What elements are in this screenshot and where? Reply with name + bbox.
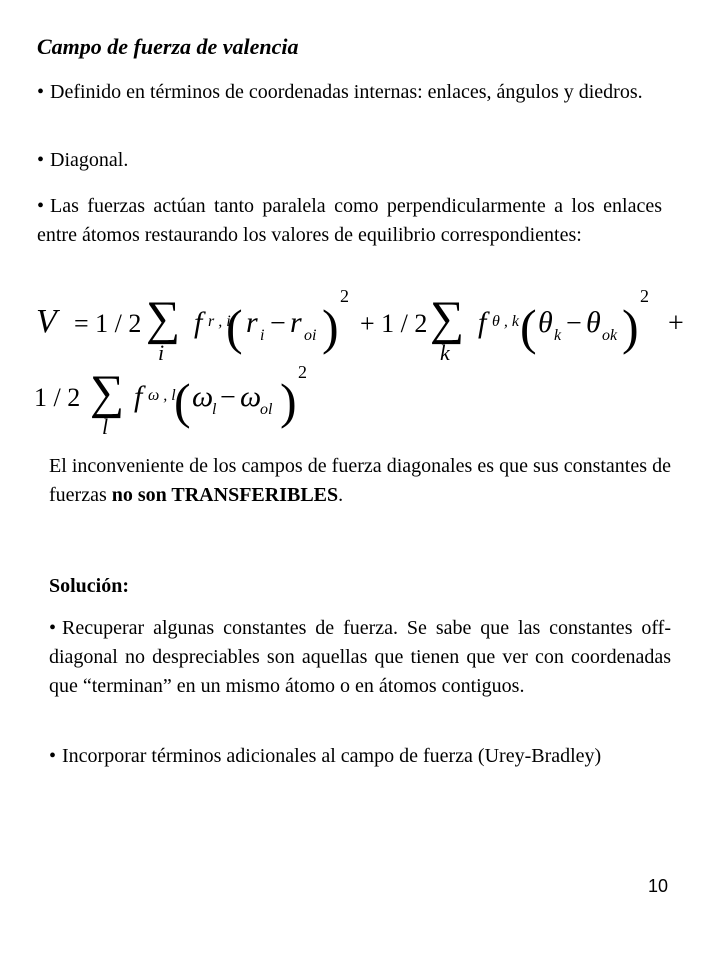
r-symbol: r	[246, 306, 258, 339]
solution-heading: Solución:	[49, 575, 130, 597]
r-subscript: i	[260, 327, 265, 344]
lparen: (	[174, 373, 191, 429]
bullet-text: Diagonal.	[50, 149, 129, 171]
rparen: )	[622, 299, 639, 355]
bullet-diagonal	[37, 146, 662, 175]
bullet-marker: •	[49, 617, 57, 639]
potential-energy-formula	[28, 286, 700, 446]
omega0-subscript: ol	[260, 401, 273, 418]
bullet-marker: •	[37, 81, 45, 103]
plus-sign: +	[668, 308, 684, 339]
square-exp: 2	[298, 362, 307, 382]
f-subscript-ri: r , i	[208, 313, 231, 330]
theta0-symbol: θ	[586, 306, 601, 339]
minus: −	[566, 308, 582, 339]
sum-index-i: i	[158, 340, 165, 365]
square-exp: 2	[640, 286, 649, 306]
bullet-text: Recuperar algunas constantes de fuerza. Se sabe que las constantes off-diagonal no despreciables son aquellas que tienen que ver con coordenadas que “terminan” en un mismo átomo o en átomos contiguos.	[49, 617, 671, 697]
f-subscript-thetak: θ , k	[492, 313, 519, 330]
omega0-symbol: ω	[240, 380, 262, 413]
theta-subscript: k	[554, 327, 562, 344]
f-symbol: f	[194, 306, 203, 339]
bullet-forces	[37, 192, 662, 250]
formula-half: 1 / 2	[34, 383, 81, 412]
minus: −	[270, 308, 286, 339]
bullet-marker: •	[37, 195, 45, 217]
solution-item-incorporate	[49, 742, 671, 771]
f-symbol: f	[478, 306, 487, 339]
formula-equals-half: = 1 / 2	[74, 309, 142, 338]
drawback-paragraph	[49, 452, 671, 510]
rparen: )	[322, 299, 339, 355]
sum-index-k: k	[440, 340, 450, 365]
sum-symbol-l: ∑	[90, 366, 125, 419]
bullet-text: Las fuerzas actúan tanto paralela como perpendicularmente a los enlaces entre átomos restaurando los valores de equilibrio correspondientes:	[37, 195, 662, 246]
formula-V: V	[36, 303, 57, 340]
minus: −	[220, 382, 236, 413]
f-symbol: f	[134, 380, 143, 413]
rparen: )	[280, 373, 297, 429]
r0-subscript: oi	[304, 327, 317, 344]
sum-symbol-k: ∑	[430, 292, 465, 345]
bullet-text: Definido en términos de coordenadas internas: enlaces, ángulos y diedros.	[50, 81, 643, 103]
drawback-text: El inconveniente de los campos de fuerza diagonales es que sus constantes de fuerzas	[49, 455, 671, 506]
sum-symbol-i: ∑	[146, 292, 181, 345]
theta-symbol: θ	[538, 306, 553, 339]
omega-subscript: l	[212, 401, 217, 418]
bullet-definition	[37, 78, 662, 107]
square-exp: 2	[340, 286, 349, 306]
bullet-marker: •	[49, 745, 57, 767]
solution-item-recover	[49, 614, 671, 701]
lparen: (	[226, 299, 243, 355]
omega-symbol: ω	[192, 380, 214, 413]
theta0-subscript: ok	[602, 327, 618, 344]
sum-index-l: l	[102, 414, 109, 439]
lparen: (	[520, 299, 537, 355]
drawback-period: .	[338, 484, 344, 506]
section-title: Campo de fuerza de valencia	[37, 34, 299, 59]
drawback-emphasis: no son TRANSFERIBLES	[111, 484, 339, 506]
f-subscript-omegal: ω , l	[148, 387, 176, 404]
bullet-marker: •	[37, 149, 45, 171]
bullet-text: Incorporar términos adicionales al campo de fuerza (Urey-Bradley)	[62, 745, 602, 767]
r0-symbol: r	[290, 306, 302, 339]
page-number: 10	[648, 876, 669, 896]
plus-half: + 1 / 2	[360, 309, 428, 338]
